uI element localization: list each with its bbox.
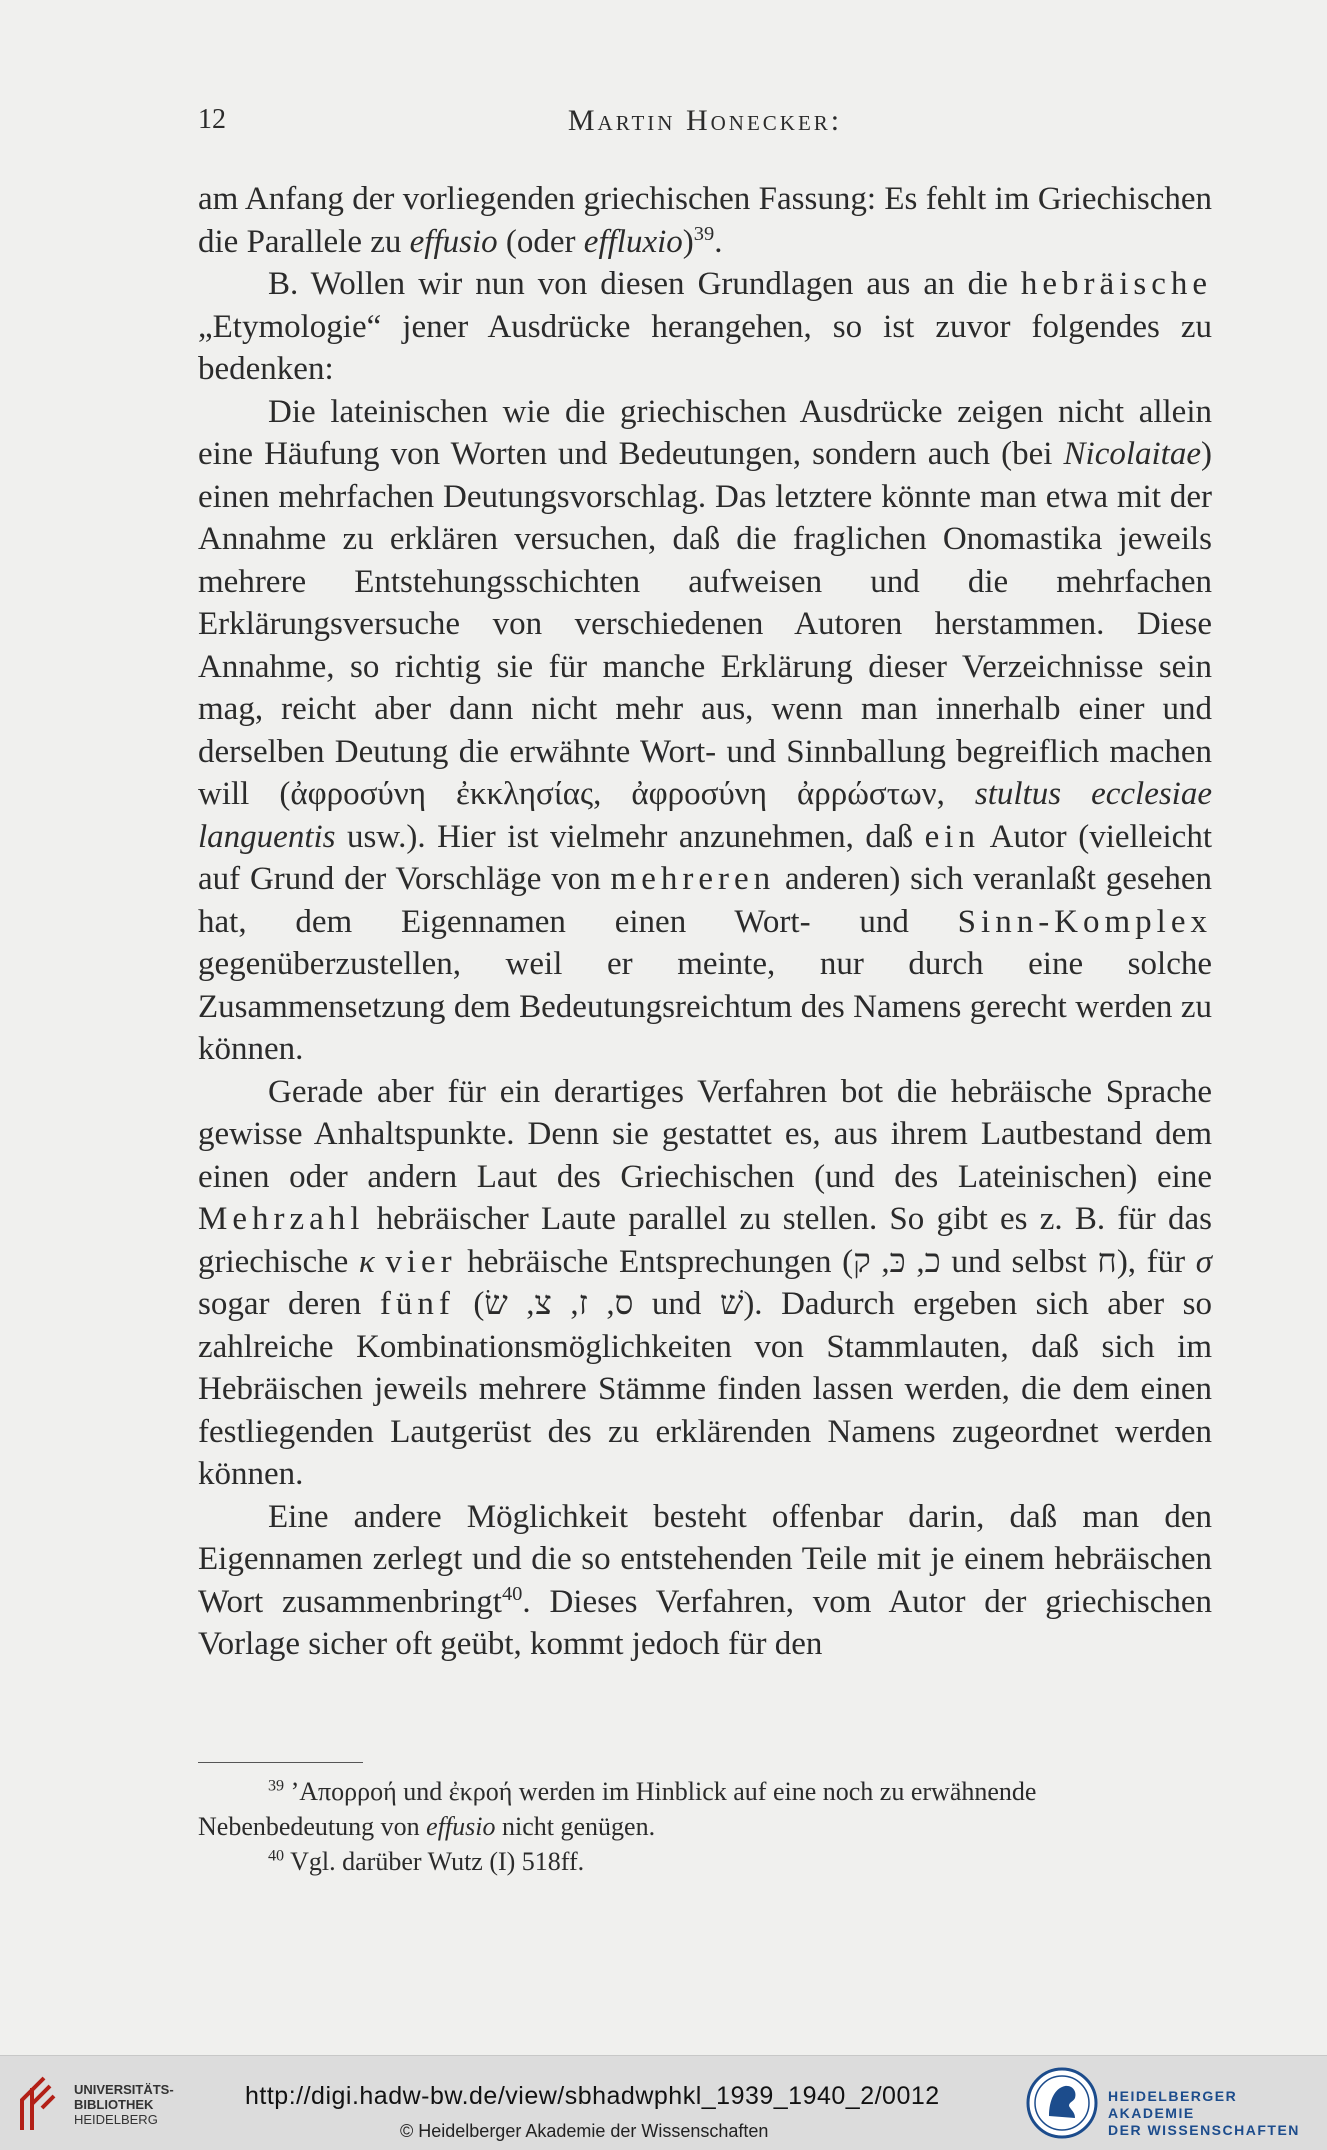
text-run: . Dieses Verfahren, vom Autor der griechischen Vorlage sicher oft geübt, kommt jedoch für den xyxy=(198,1583,1212,1662)
university-library-logo-icon xyxy=(14,2074,62,2134)
text-run: B. Wollen wir nun von diesen Grundlagen aus an die xyxy=(268,266,1021,302)
text-run: ’Απορροή und ἐκροή werden im Hinblick auf eine noch zu erwähnende Nebenbedeutung von xyxy=(198,1777,1037,1841)
text-run: Eine andere Möglichkeit besteht offenbar darin, daß man den Eigennamen zerlegt und die so entstehenden Teile mit je einem hebräischen Wort zusammenbringt xyxy=(198,1498,1212,1620)
spaced-text: Sinn-Komplex xyxy=(957,903,1212,940)
paragraph xyxy=(198,1496,1212,1666)
text-run: ) xyxy=(682,223,694,260)
viewer-footer xyxy=(0,2055,1327,2150)
page-header xyxy=(198,104,1212,140)
spaced-text: mehreren xyxy=(610,861,776,897)
footnote-ref: 40 xyxy=(268,1847,285,1865)
italic-text: κ xyxy=(358,1243,375,1280)
text-run: ) einen mehrfachen Deutungsvorschlag. Das letztere könnte man etwa mit der Annahme zu erklären versuchen, daß die fraglichen Onomastika jeweils mehrere Entstehungsschichten aufweisen und die mehrfachen Erklärungsversuche von verschiedenen Autoren herstammen. Diese Annahme, so richtig sie für manche Erklärung dieser Verzeichnisse sein mag, reicht aber dann nicht mehr aus, wenn man innerhalb einer und derselben Deutung die erwähnte Wort- und Sinnballung begreiflich machen will (ἀφροσύνη ἐκκλησίας, ἀφροσύνη ἀρρώστων, xyxy=(198,436,1212,812)
paragraph xyxy=(198,263,1212,391)
text-run: am Anfang der vorliegenden griechischen Fassung: Es fehlt im Griechischen die Parallele zu xyxy=(198,181,1212,260)
body-text xyxy=(198,178,1212,1666)
spaced-text: fünf xyxy=(379,1286,455,1322)
text-run: (ס, ז, צ, שׂ und שׁ). Dadurch ergeben sich aber so zahlreiche Kombinationsmöglichkeiten von Stammlauten, daß sich im Hebräischen jeweils mehrere Stämme finden lassen werden, die dem einen festliegenden Lautgerüst des zu erklärenden Namens zugeordnet werden können. xyxy=(198,1286,1212,1492)
spaced-text: ein xyxy=(924,818,980,855)
italic-text: Nicolaitae xyxy=(1063,436,1201,472)
text-run: Die lateinischen wie die griechischen Ausdrücke zeigen nicht allein eine Häufung von Worten und Bedeutungen, sondern auch (bei xyxy=(198,393,1212,472)
page-number: 12 xyxy=(198,104,226,135)
text-run: Gerade aber für ein derartiges Verfahren bot die hebräische Sprache gewisse Anhaltspunkte. Denn sie gestattet es, aus ihrem Lautbestand dem einen oder andern Laut des Griechischen (und des Lateinischen) eine xyxy=(198,1073,1212,1195)
text-run: Autor (vielleicht auf Grund der Vorschläge von xyxy=(198,818,1212,897)
italic-text: stultus ecclesiae languentis xyxy=(198,776,1212,855)
text-run: Vgl. darüber Wutz (I) 518ff. xyxy=(284,1847,585,1876)
footnote-ref: 40 xyxy=(501,1582,523,1605)
italic-text: effusio xyxy=(426,1812,496,1841)
text-run: gegenüberzustellen, weil er meinte, nur durch eine solche Zusammensetzung dem Bedeutungsreichtum des Namens gerecht werden zu können. xyxy=(198,946,1212,1067)
text-run: hebräischer Laute parallel zu stellen. So gibt es z. B. für das griechische xyxy=(198,1201,1212,1280)
footnote xyxy=(198,1774,1212,1844)
spaced-text: vier xyxy=(385,1243,457,1280)
italic-text: σ xyxy=(1195,1243,1213,1280)
text-run: „Etymologie“ jener Ausdrücke herangehen, so ist zuvor folgendes zu bedenken: xyxy=(198,308,1212,387)
text-run: . xyxy=(714,223,723,260)
paragraph xyxy=(198,1071,1212,1496)
text-run: hebräische Entsprechungen (כ, כּ, ק und selbst ח), für xyxy=(456,1243,1196,1280)
spaced-text: Mehrzahl xyxy=(198,1201,365,1237)
footnote-ref: 39 xyxy=(268,1777,285,1795)
text-run: anderen) sich veranlaßt gesehen hat, dem Eigennamen einen Wort- und xyxy=(198,861,1212,940)
italic-text: effusio xyxy=(409,223,498,260)
copyright-notice: © Heidelberger Akademie der Wissenschaften xyxy=(400,2121,769,2141)
academy-seal-icon xyxy=(1025,2066,1099,2140)
text-run: nicht genügen. xyxy=(495,1812,656,1841)
text-run: (oder xyxy=(497,223,584,260)
footnote xyxy=(198,1844,1212,1879)
paragraph xyxy=(198,178,1212,263)
running-title: Martin Honecker: xyxy=(567,104,843,137)
university-library-name: UNIVERSITÄTS- BIBLIOTHEK HEIDELBERG xyxy=(74,2082,174,2127)
italic-text: effluxio xyxy=(583,223,683,260)
permalink[interactable]: http://digi.hadw-bw.de/view/sbhadwphkl_1939_1940_2/0012 xyxy=(245,2082,940,2110)
text-run: usw.). Hier ist vielmehr anzunehmen, daß xyxy=(335,818,925,855)
footnotes xyxy=(198,1774,1212,1879)
academy-name: HEIDELBERGER AKADEMIE DER WISSENSCHAFTEN xyxy=(1108,2088,1300,2138)
footnote-ref: 39 xyxy=(693,222,715,245)
footnote-rule xyxy=(198,1762,363,1763)
text-run: sogar deren xyxy=(198,1286,380,1322)
spaced-text: hebräische xyxy=(1020,266,1212,302)
paragraph xyxy=(198,391,1212,1071)
text-run xyxy=(375,1244,386,1280)
